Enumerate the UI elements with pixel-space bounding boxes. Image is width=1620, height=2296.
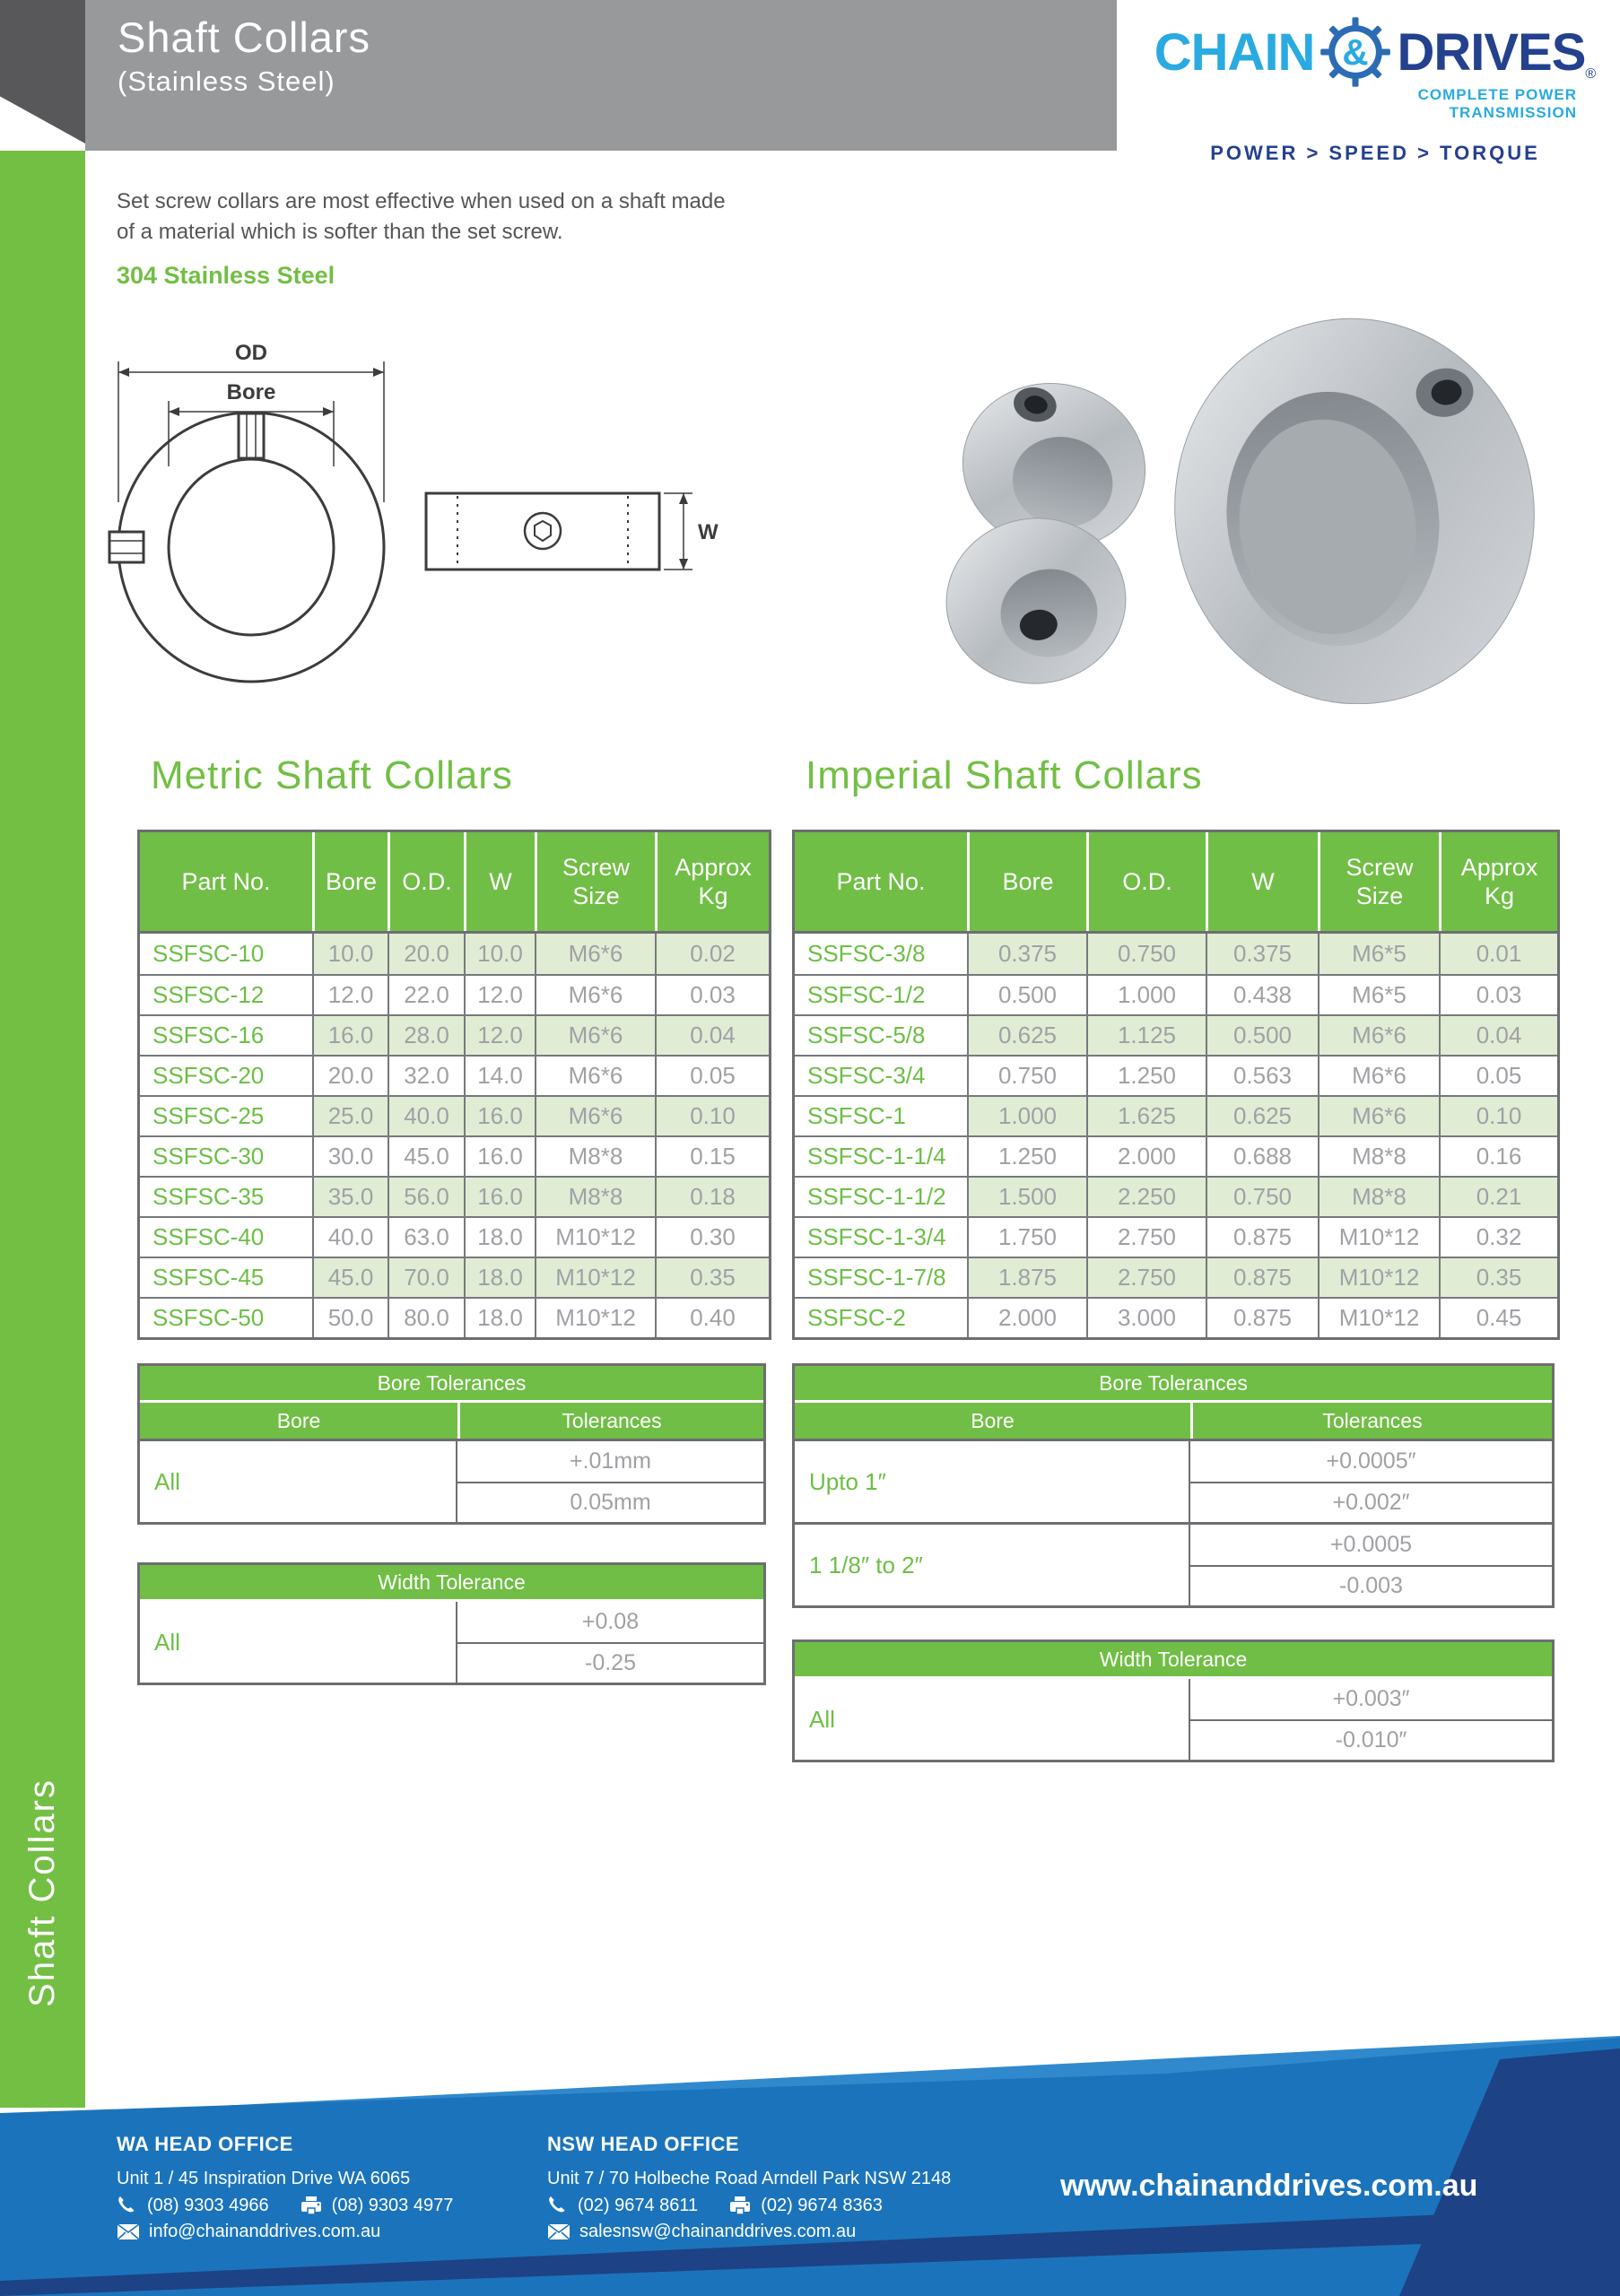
bore-cell: 2.000 — [967, 1297, 1086, 1337]
dim-label-od: OD — [235, 341, 267, 365]
part-no-cell: SSFSC-1 — [795, 1095, 967, 1135]
metric-table-body — [140, 934, 769, 1337]
metric-table — [137, 830, 771, 1340]
logo-word-drives: DRIVES — [1397, 22, 1586, 82]
part-no-cell: SSFSC-35 — [140, 1176, 312, 1216]
bore-cell: 1.750 — [967, 1216, 1086, 1257]
approx-kg-cell: 0.45 — [1439, 1297, 1557, 1337]
screw-size-cell: M10*12 — [535, 1297, 655, 1337]
screw-size-cell: M6*6 — [1318, 1014, 1439, 1055]
w-cell: 0.875 — [1206, 1257, 1318, 1297]
approx-kg-cell: 0.10 — [655, 1095, 769, 1135]
part-no-cell: SSFSC-50 — [140, 1297, 312, 1337]
w-cell: 0.438 — [1206, 974, 1318, 1014]
intro-text — [117, 187, 726, 248]
screw-size-cell: M6*6 — [535, 1095, 655, 1135]
screw-size-cell: M6*6 — [1318, 1055, 1439, 1095]
od-cell: 2.250 — [1086, 1176, 1206, 1216]
approx-kg-cell: 0.21 — [1439, 1176, 1557, 1216]
screw-size-cell: M10*12 — [535, 1216, 655, 1257]
od-cell: 63.0 — [388, 1216, 464, 1257]
bore-cell: 35.0 — [312, 1176, 388, 1216]
nsw-office-phone: (02) 9674 8611 — [578, 2195, 699, 2215]
nsw-office-email: salesnsw@chainanddrives.com.au — [579, 2222, 857, 2241]
wa-office-phone: (08) 9303 4966 — [147, 2195, 269, 2215]
bore-cell: 1.250 — [967, 1135, 1086, 1176]
page-subtitle: (Stainless Steel) — [118, 65, 335, 97]
tolerance-bore-label: Upto 1″ — [795, 1441, 1190, 1522]
tolerance-bore-label: 1 1/8″ to 2″ — [795, 1525, 1190, 1605]
w-cell: 18.0 — [464, 1216, 535, 1257]
screw-size-cell: M6*6 — [535, 934, 655, 974]
screw-size-cell: M8*8 — [535, 1176, 655, 1216]
approx-kg-cell: 0.04 — [655, 1014, 769, 1055]
od-cell: 80.0 — [388, 1297, 464, 1337]
product-photo — [897, 300, 1561, 709]
company-logo — [1137, 13, 1613, 165]
bore-cell: 0.500 — [967, 974, 1086, 1014]
w-cell: 0.875 — [1206, 1216, 1318, 1257]
part-no-cell: SSFSC-1/2 — [795, 974, 967, 1014]
screw-size-cell: M6*5 — [1318, 934, 1439, 974]
approx-kg-cell: 0.10 — [1439, 1095, 1557, 1135]
metric-width-tolerance-table: Width Tolerance All +0.08 -0.25 — [137, 1562, 766, 1685]
w-cell: 0.750 — [1206, 1176, 1318, 1216]
w-cell: 18.0 — [464, 1297, 535, 1337]
part-no-cell: SSFSC-30 — [140, 1135, 312, 1176]
dim-label-bore: Bore — [226, 380, 276, 404]
wa-office-fax: (08) 9303 4977 — [331, 2195, 454, 2215]
wa-office-block — [117, 2133, 538, 2248]
od-cell: 0.750 — [1086, 934, 1206, 974]
part-no-cell: SSFSC-12 — [140, 974, 312, 1014]
phone-icon — [547, 2195, 569, 2216]
nsw-office-address: Unit 7 / 70 Holbeche Road Arndell Park NSW 2148 — [547, 2169, 952, 2188]
approx-kg-cell: 0.18 — [655, 1176, 769, 1216]
w-cell: 12.0 — [464, 974, 535, 1014]
screw-size-cell: M8*8 — [1318, 1176, 1439, 1216]
part-no-cell: SSFSC-45 — [140, 1257, 312, 1297]
tolerance-bore-label: All — [795, 1679, 1190, 1760]
bore-cell: 1.875 — [967, 1257, 1086, 1297]
metric-section-title: Metric Shaft Collars — [151, 753, 513, 797]
imperial-table-header: Part No. Bore O.D. W Screw Size Approx Kg — [795, 832, 1557, 934]
imperial-width-tolerance-table: Width Tolerance All +0.003″ -0.010″ — [792, 1639, 1555, 1762]
w-cell: 0.688 — [1206, 1135, 1318, 1176]
approx-kg-cell: 0.35 — [655, 1257, 769, 1297]
website-url: www.chainanddrives.com.au — [1060, 2169, 1478, 2203]
screw-size-cell: M6*6 — [535, 974, 655, 1014]
bore-cell: 0.375 — [967, 934, 1086, 974]
part-no-cell: SSFSC-10 — [140, 934, 312, 974]
bore-cell: 16.0 — [312, 1014, 388, 1055]
part-no-cell: SSFSC-20 — [140, 1055, 312, 1095]
w-cell: 0.500 — [1206, 1014, 1318, 1055]
part-no-cell: SSFSC-16 — [140, 1014, 312, 1055]
part-no-cell: SSFSC-1-1/4 — [795, 1135, 967, 1176]
w-cell: 0.563 — [1206, 1055, 1318, 1095]
logo-slogan: POWER > SPEED > TORQUE — [1210, 142, 1540, 164]
bore-cell: 20.0 — [312, 1055, 388, 1095]
bore-cell: 50.0 — [312, 1297, 388, 1337]
w-cell: 0.375 — [1206, 934, 1318, 974]
part-no-cell: SSFSC-5/8 — [795, 1014, 967, 1055]
part-no-cell: SSFSC-1-1/2 — [795, 1176, 967, 1216]
od-cell: 2.000 — [1086, 1135, 1206, 1176]
approx-kg-cell: 0.35 — [1439, 1257, 1557, 1297]
technical-drawing — [99, 309, 727, 691]
approx-kg-cell: 0.05 — [655, 1055, 769, 1095]
bore-cell: 45.0 — [312, 1257, 388, 1297]
od-cell: 3.000 — [1086, 1297, 1206, 1337]
approx-kg-cell: 0.32 — [1439, 1216, 1557, 1257]
page-title: Shaft Collars — [118, 13, 371, 61]
screw-size-cell: M10*12 — [535, 1257, 655, 1297]
intro-line-1: Set screw collars are most effective when used on a shaft made — [117, 189, 726, 213]
logo-word-chain: CHAIN — [1154, 22, 1315, 82]
approx-kg-cell: 0.02 — [655, 934, 769, 974]
od-cell: 32.0 — [388, 1055, 464, 1095]
fax-icon — [728, 2195, 752, 2216]
tolerance-bore-label: All — [140, 1602, 457, 1683]
part-no-cell: SSFSC-3/8 — [795, 934, 967, 974]
od-cell: 2.750 — [1086, 1216, 1206, 1257]
screw-size-cell: M10*12 — [1318, 1257, 1439, 1297]
part-no-cell: SSFSC-1-3/4 — [795, 1216, 967, 1257]
od-cell: 1.625 — [1086, 1095, 1206, 1135]
bore-cell: 10.0 — [312, 934, 388, 974]
w-cell: 16.0 — [464, 1176, 535, 1216]
w-cell: 14.0 — [464, 1055, 535, 1095]
bore-cell: 0.750 — [967, 1055, 1086, 1095]
nsw-office-fax: (02) 9674 8363 — [761, 2195, 883, 2215]
approx-kg-cell: 0.30 — [655, 1216, 769, 1257]
part-no-cell: SSFSC-2 — [795, 1297, 967, 1337]
approx-kg-cell: 0.40 — [655, 1297, 769, 1337]
screw-size-cell: M10*12 — [1318, 1216, 1439, 1257]
w-cell: 16.0 — [464, 1135, 535, 1176]
od-cell: 1.000 — [1086, 974, 1206, 1014]
screw-size-cell: M8*8 — [1318, 1135, 1439, 1176]
od-cell: 28.0 — [388, 1014, 464, 1055]
od-cell: 56.0 — [388, 1176, 464, 1216]
approx-kg-cell: 0.05 — [1439, 1055, 1557, 1095]
registered-mark: ® — [1585, 66, 1597, 82]
screw-size-cell: M6*6 — [1318, 1095, 1439, 1135]
metric-table-header: Part No. Bore O.D. W Screw Size Approx Kg — [140, 832, 769, 934]
email-icon — [117, 2223, 140, 2240]
sidebar-vertical-label: Shaft Collars — [22, 1778, 62, 2007]
logo-tagline-line2: TRANSMISSION — [1449, 104, 1577, 121]
wa-office-heading: WA HEAD OFFICE — [117, 2133, 293, 2155]
bore-cell: 1.500 — [967, 1176, 1086, 1216]
dim-label-w: W — [698, 520, 719, 544]
w-cell: 10.0 — [464, 934, 535, 974]
od-cell: 22.0 — [388, 974, 464, 1014]
svg-text:&: & — [1342, 31, 1370, 74]
bore-cell: 12.0 — [312, 974, 388, 1014]
material-heading: 304 Stainless Steel — [117, 262, 335, 289]
logo-tagline-line1: COMPLETE POWER — [1417, 86, 1577, 103]
part-no-cell: SSFSC-1-7/8 — [795, 1257, 967, 1297]
header-banner — [85, 0, 1117, 151]
bore-cell: 0.625 — [967, 1014, 1086, 1055]
wa-office-address: Unit 1 / 45 Inspiration Drive WA 6065 — [117, 2169, 411, 2188]
od-cell: 2.750 — [1086, 1257, 1206, 1297]
nsw-office-block — [547, 2133, 969, 2248]
part-no-cell: SSFSC-3/4 — [795, 1055, 967, 1095]
gear-ampersand-icon — [1316, 13, 1395, 91]
w-cell: 16.0 — [464, 1095, 535, 1135]
part-no-cell: SSFSC-40 — [140, 1216, 312, 1257]
imperial-bore-tolerances-table: Bore Tolerances Bore Tolerances Upto 1″ +0.0005″ +0.002″ 1 1/8″ to 2″ +0.0005 -0.003 — [792, 1363, 1555, 1608]
imperial-table — [792, 830, 1560, 1340]
nsw-office-heading: NSW HEAD OFFICE — [547, 2133, 740, 2155]
approx-kg-cell: 0.01 — [1439, 934, 1557, 974]
header-corner-dark — [0, 0, 85, 144]
bore-cell: 30.0 — [312, 1135, 388, 1176]
approx-kg-cell: 0.03 — [1439, 974, 1557, 1014]
bore-cell: 1.000 — [967, 1095, 1086, 1135]
intro-line-2: of a material which is softer than the set screw. — [117, 220, 563, 244]
screw-size-cell: M6*6 — [535, 1055, 655, 1095]
metric-bore-tolerances-table: Bore Tolerances Bore Tolerances All +.01mm 0.05mm — [137, 1363, 766, 1525]
approx-kg-cell: 0.03 — [655, 974, 769, 1014]
w-cell: 0.875 — [1206, 1297, 1318, 1337]
approx-kg-cell: 0.16 — [1439, 1135, 1557, 1176]
part-no-cell: SSFSC-25 — [140, 1095, 312, 1135]
w-cell: 12.0 — [464, 1014, 535, 1055]
fax-icon — [300, 2195, 323, 2216]
tolerance-bore-label: All — [140, 1441, 457, 1522]
od-cell: 40.0 — [388, 1095, 464, 1135]
od-cell: 20.0 — [388, 934, 464, 974]
screw-size-cell: M6*5 — [1318, 974, 1439, 1014]
screw-size-cell: M8*8 — [535, 1135, 655, 1176]
imperial-section-title: Imperial Shaft Collars — [806, 753, 1203, 797]
w-cell: 18.0 — [464, 1257, 535, 1297]
email-icon — [547, 2223, 570, 2240]
bore-cell: 40.0 — [312, 1216, 388, 1257]
od-cell: 70.0 — [388, 1257, 464, 1297]
approx-kg-cell: 0.04 — [1439, 1014, 1557, 1055]
od-cell: 1.250 — [1086, 1055, 1206, 1095]
bore-cell: 25.0 — [312, 1095, 388, 1135]
screw-size-cell: M6*6 — [535, 1014, 655, 1055]
imperial-table-body — [795, 934, 1557, 1337]
w-cell: 0.625 — [1206, 1095, 1318, 1135]
screw-size-cell: M10*12 — [1318, 1297, 1439, 1337]
od-cell: 1.125 — [1086, 1014, 1206, 1055]
wa-office-email: info@chainanddrives.com.au — [149, 2222, 381, 2241]
od-cell: 45.0 — [388, 1135, 464, 1176]
phone-icon — [117, 2195, 138, 2216]
approx-kg-cell: 0.15 — [655, 1135, 769, 1176]
